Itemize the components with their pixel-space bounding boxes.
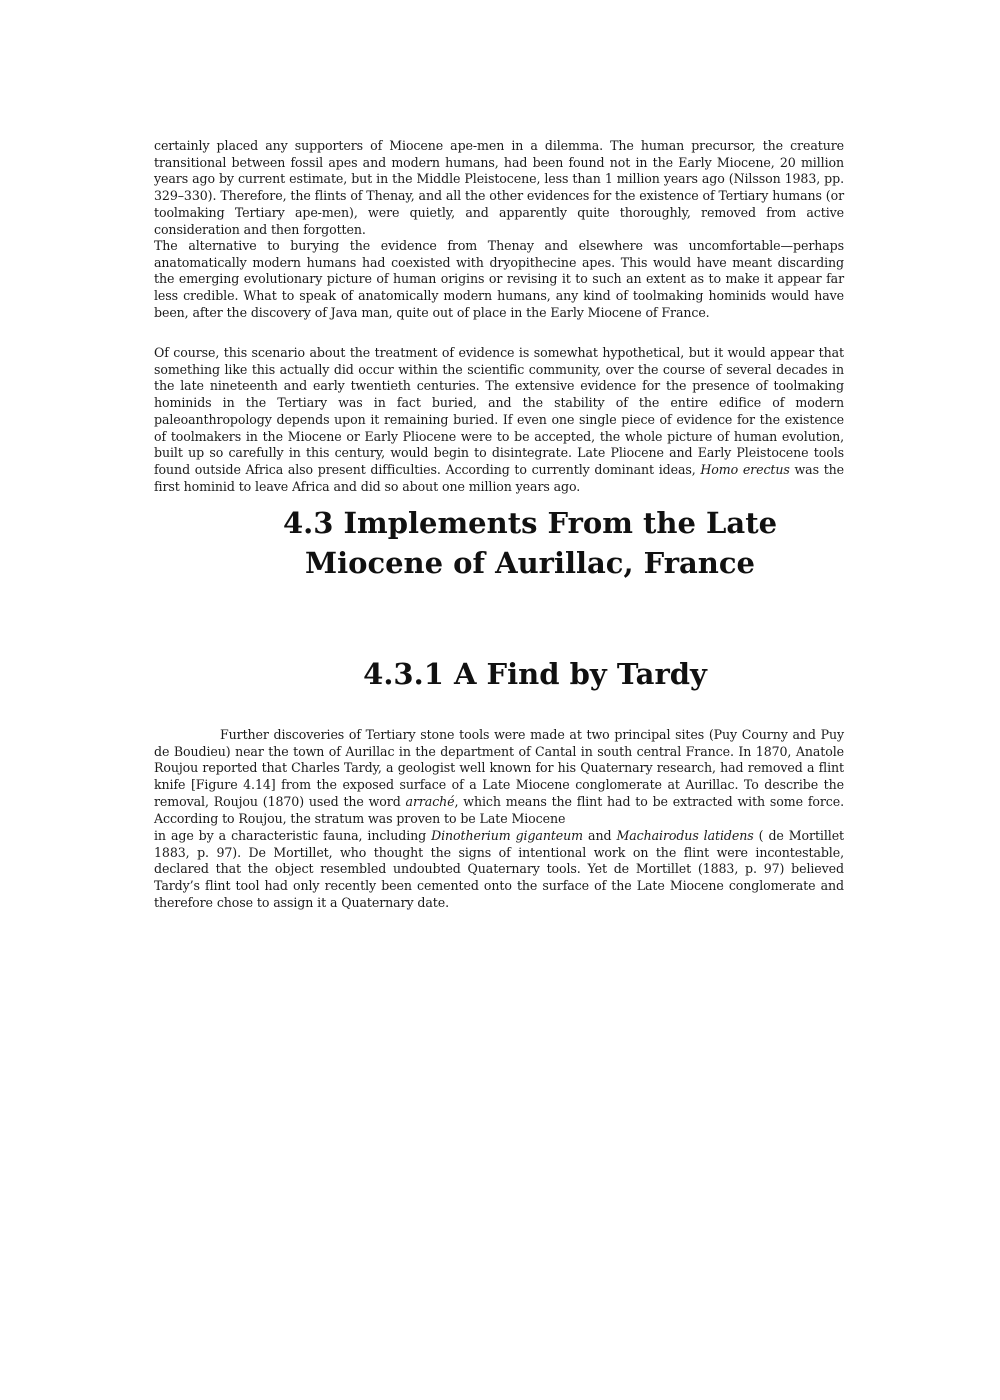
paragraph-dilemma: certainly placed any supporters of Miocene ape-men in a dilemma. The human precursor, the creature transitional between fossil apes and modern humans, had been found not in the Early Miocene, 20 million years ago by current estimate, but in the Middle Pleistocene, less than 1 million years ago (Nilsson 1983, pp. 329–330). Therefore, the flints of Thenay, and all the other evidences for the existence of Tertiary humans (or toolmaking Tertiary ape-men), were quietly, and apparently quite thoroughly, removed from active consideration and then forgotten.	[154, 138, 844, 237]
paragraph-tardy-find	[154, 727, 844, 827]
species-name-machairodus: Machairodus latidens	[616, 828, 754, 843]
paragraph-scenario-text-end: was the first hominid to leave Africa and did so about one million years ago.	[154, 461, 845, 494]
subsection-heading: 4.3.1 A Find by Tardy	[363, 657, 707, 691]
paragraph-tardy-text: Further discoveries of Tertiary stone tools were made at two principal sites (Puy Courny and Puy de Boudieu) near the town of Aurillac in the department of Cantal in south central France. In 1870, Anatole Roujou reported that Charles Tardy, a geologist well known for his Quaternary research, had removed a flint knife [Figure 4.14] from the exposed surface of a Late Miocene conglomerate at Aurillac. To describe the removal, Roujou (1870) used the word	[154, 727, 844, 809]
paragraph-fauna	[154, 828, 844, 912]
paragraph-tardy-text-end: , which means the flint had to be extracted with some force. According to Roujou, the stratum was proven to be Late Miocene	[154, 793, 845, 826]
paragraph-fauna-text: in age by a characteristic fauna, including	[154, 828, 427, 843]
paragraph-fauna-conj: and	[588, 828, 612, 843]
species-name-dinotherium: Dinotherium giganteum	[431, 828, 584, 843]
paragraph-scenario	[154, 345, 844, 495]
species-name-homo-erectus: Homo erectus	[700, 461, 790, 477]
paragraph-alternative: The alternative to burying the evidence from Thenay and elsewhere was uncomfortable—perhaps anatomatically modern humans had coexisted with dryopithecine apes. This would have meant discarding the emerging evolutionary picture of human origins or revising it to such an extent as to make it appear far less credible. What to speak of anatomically modern humans, any kind of toolmaking hominids would have been, after the discovery of Java man, quite out of place in the Early Miocene of France.	[154, 238, 844, 320]
paragraph-scenario-text: Of course, this scenario about the treatment of evidence is somewhat hypothetical, but it would appear that something like this actually did occur within the scientific community, over the course of several decades in the late nineteenth and early twentieth centuries. The extensive evidence for the presence of toolmaking hominids in the Tertiary was in fact buried, and the stability of the entire edifice of modern paleoanthropology depends upon it remaining buried. If even one single piece of evidence for the existence of toolmakers in the Miocene or Early Pliocene were to be accepted, the whole picture of human evolution, built up so carefully in this century, would begin to disintegrate. Late Pliocene and Early Pleistocene tools found outside Africa also present difficulties. According to currently dominant ideas,	[154, 345, 844, 477]
section-heading: 4.3 Implements From the Late Miocene of Aurillac, France	[282, 506, 778, 580]
term-arrache: arraché	[405, 793, 455, 809]
paragraph-fauna-text-end: ( de Mortillet 1883, p. 97). De Mortillet, who thought the signs of intentional work on the flint were incontestable, declared that the object resembled undoubted Quaternary tools. Yet de Mortillet (1883, p. 97) believed Tardy’s flint tool had only recently been cemented onto the surface of the Late Miocene conglomerate and therefore chose to assign it a Quaternary date.	[154, 828, 845, 910]
